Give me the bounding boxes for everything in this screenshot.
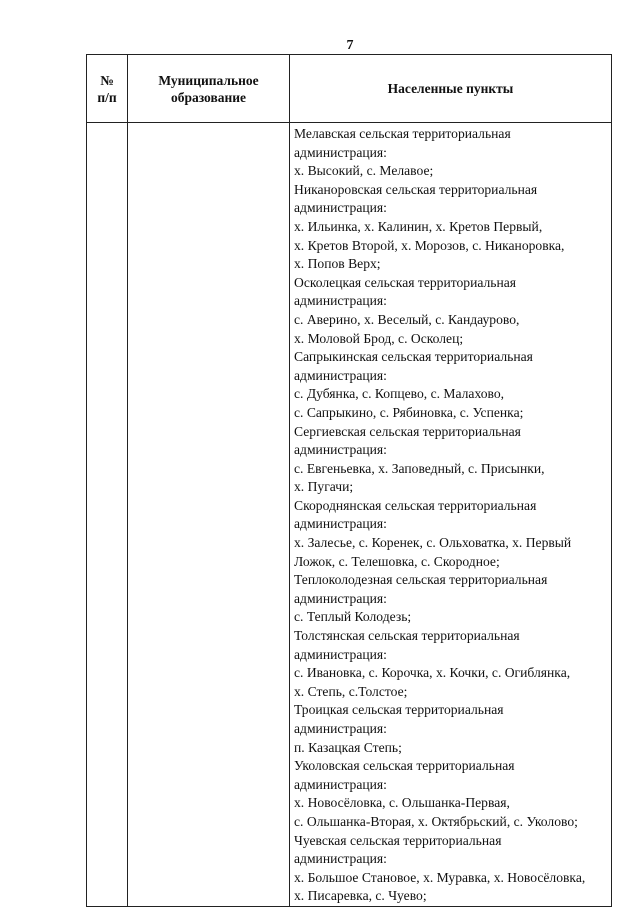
table-header-row — [87, 55, 612, 123]
settlement-line: с. Сапрыкино, с. Рябиновка, с. Успенка; — [294, 404, 524, 420]
settlement-line: с. Ивановка, с. Корочка, х. Кочки, с. Огиблянка, — [294, 665, 571, 681]
settlement-line: х. Попов Верх; — [294, 256, 381, 272]
settlement-line: х. Моловой Брод, с. Осколец; — [294, 330, 464, 346]
settlement-line: п. Казацкая Степь; — [294, 739, 402, 755]
settlement-line: администрация: — [294, 776, 387, 792]
settlement-line: с. Ольшанка-Вторая, х. Октябрьский, с. Уколово; — [294, 813, 578, 829]
settlement-line: х. Высокий, с. Мелавое; — [294, 163, 434, 179]
settlements-table — [86, 54, 612, 907]
cell-settlements — [290, 123, 612, 907]
settlement-line: Уколовская сельская территориальная — [294, 758, 515, 774]
settlement-line: Осколецкая сельская территориальная — [294, 274, 517, 290]
settlement-line: Толстянская сельская территориальная — [294, 628, 520, 644]
header-number-line2: п/п — [97, 89, 117, 105]
settlement-line: с. Евгеньевка, х. Заповедный, с. Присынки, — [294, 460, 545, 476]
settlement-line: администрация: — [294, 200, 387, 216]
settlement-line: Чуевская сельская территориальная — [294, 832, 502, 848]
header-settlements: Населенные пункты — [290, 55, 612, 123]
settlement-line: Троицкая сельская территориальная — [294, 702, 504, 718]
header-municipality — [128, 55, 290, 123]
settlement-line: х. Большое Становое, х. Муравка, х. Новосёловка, — [294, 869, 586, 885]
settlement-line: х. Залесье, с. Коренек, с. Ольховатка, х. Первый — [294, 535, 572, 551]
settlement-line: с. Дубянка, с. Копцево, с. Малахово, — [294, 386, 505, 402]
cell-number — [87, 123, 128, 907]
settlement-line: Сапрыкинская сельская территориальная — [294, 349, 533, 365]
page-number: 7 — [346, 38, 354, 53]
settlement-line: администрация: — [294, 516, 387, 532]
settlement-line: администрация: — [294, 646, 387, 662]
settlement-line: администрация: — [294, 293, 387, 309]
settlement-line: х. Ильинка, х. Калинин, х. Кретов Первый, — [294, 218, 543, 234]
cell-municipality — [128, 123, 290, 907]
settlement-line: х. Новосёловка, с. Ольшанка-Первая, — [294, 795, 510, 811]
settlement-line: Сергиевская сельская территориальная — [294, 423, 521, 439]
settlement-line: администрация: — [294, 851, 387, 867]
settlement-line: Ложок, с. Телешовка, с. Скородное; — [294, 553, 500, 569]
header-number — [87, 55, 128, 123]
settlement-line: Скороднянская сельская территориальная — [294, 497, 537, 513]
settlement-line: администрация: — [294, 367, 387, 383]
settlement-line: Никаноровская сельская территориальная — [294, 181, 538, 197]
settlement-line: х. Писаревка, с. Чуево; — [294, 888, 427, 904]
table-row — [87, 123, 612, 907]
settlement-line: Мелавская сельская территориальная — [294, 126, 511, 141]
settlement-line: администрация: — [294, 721, 387, 736]
header-municipality-line2: образование — [170, 89, 247, 105]
settlement-line: с. Аверино, х. Веселый, с. Кандаурово, — [294, 311, 520, 327]
settlement-line: администрация: — [294, 590, 387, 606]
settlement-line: администрация: — [294, 442, 387, 458]
settlement-line: х. Пугачи; — [294, 479, 354, 495]
settlement-line: с. Теплый Колодезь; — [294, 609, 412, 625]
settlements-list — [290, 123, 611, 906]
settlement-line: х. Степь, с.Толстое; — [294, 683, 408, 699]
settlement-line: администрация: — [294, 144, 387, 160]
header-municipality-line1: Муниципальное — [158, 72, 259, 88]
header-number-line1: № — [100, 72, 114, 88]
settlement-line: х. Кретов Второй, х. Морозов, с. Никаноровка, — [294, 237, 565, 253]
settlement-line: Теплоколодезная сельская территориальная — [294, 572, 548, 588]
